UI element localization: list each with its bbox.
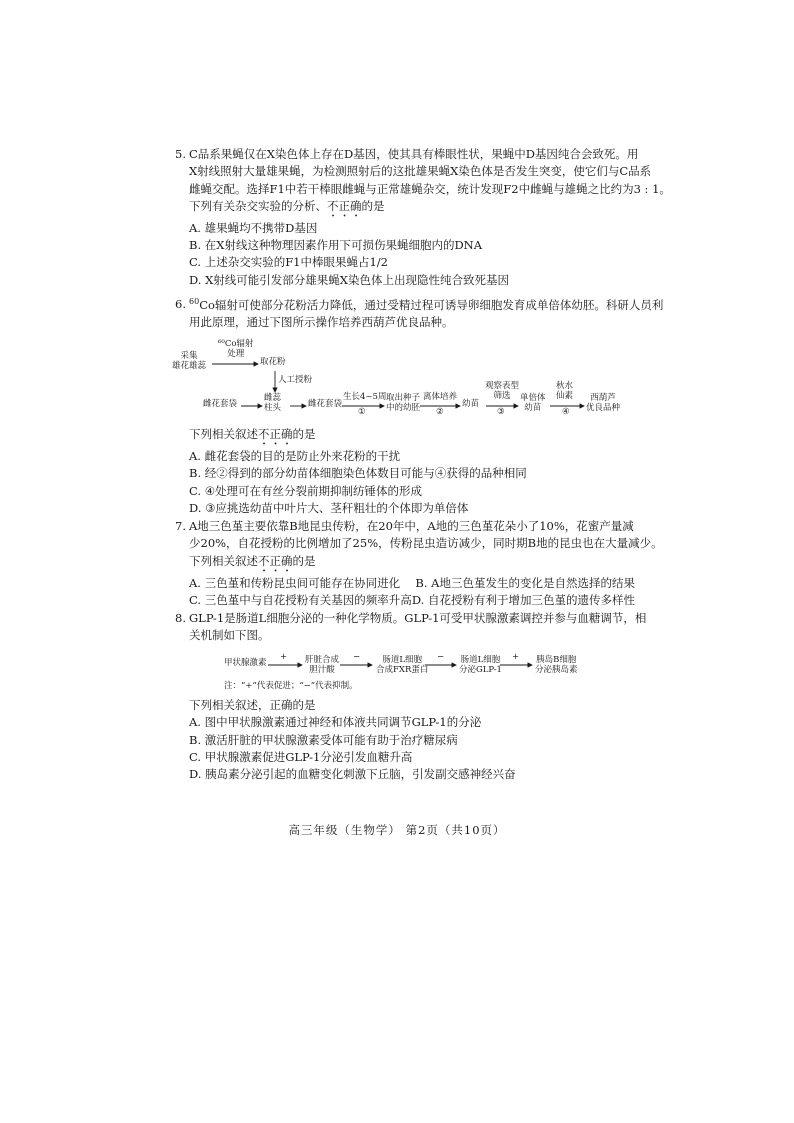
- option-c: C. 上述杂交实验的F1中棒眼果蝇占1/2: [189, 255, 389, 270]
- label-observe-screen: 观察表型 筛选: [485, 381, 520, 401]
- node-seedling: 幼苗: [462, 399, 480, 409]
- question-stem: 下列相关叙述不正确的是: [189, 553, 316, 568]
- node-take-pollen: 取花粉: [260, 357, 286, 367]
- question-text-line: $^{60}$Co辐射可使部分花粉活力降低，通过受精过程可诱导卵细胞发育成单倍体幼胚。科研人员利: [189, 297, 664, 312]
- diagram-note: 注：“+”代表促进；“−”代表抑制。: [224, 681, 358, 691]
- node-liver-bile-acid: 肝脏合成 胆汁酸: [305, 655, 340, 675]
- node-final-variety: 西葫芦 优良品种: [586, 393, 621, 413]
- option-b: B. 经②得到的部分幼苗体细胞染色体数目可能与④获得的品种相同: [189, 466, 527, 481]
- option-d: D. 胰岛素分泌引起的血糖变化刺激下丘脑，引发副交感神经兴奋: [189, 767, 516, 781]
- question-text-line: 用此原理，通过下图所示操作培养西葫芦优良品种。: [189, 315, 454, 330]
- question-text-line: 关机制如下图。: [189, 628, 270, 643]
- question-8-options: [175, 697, 635, 783]
- option-c: C. 甲状腺激素促进GLP-1分泌引发血糖升高: [189, 749, 413, 764]
- label-step-3: ③: [497, 407, 505, 417]
- node-female-flower-bagging: 雌花套袋: [203, 399, 238, 409]
- option-c: C. ④处理可在有丝分裂前期抑制纺锤体的形成: [189, 483, 423, 498]
- label-step-2: ②: [436, 407, 444, 417]
- option-a: A. 图中甲状腺激素通过神经和体液共同调节GLP-1的分泌: [189, 715, 482, 730]
- node-thyroid-hormone: 甲状腺激素: [224, 658, 267, 668]
- option-b: B. 在X射线这种物理因素作用下可损伤果蝇细胞内的DNA: [189, 238, 483, 252]
- page-footer: 高三年级（生物学） 第2页（共10页）: [288, 823, 506, 837]
- question-text-line: 雌蝇交配。选择F1中若干棒眼雌蝇与正常雄蝇杂交，统计发现F2中雌蝇与雄蝇之比约为3 : 1。: [189, 181, 671, 196]
- question-stem: 下列相关叙述，正确的是: [189, 698, 316, 712]
- label-step-4: ④: [562, 407, 570, 417]
- label-co-radiation: ⁶⁰Co辐射 处理: [218, 339, 254, 359]
- node-stigma: 雌蕊 柱头: [264, 393, 282, 413]
- question-text-line: C品系果蝇仅在X染色体上存在D基因，使其具有棒眼性状，果蝇中D基因纯合会致死。用: [189, 147, 639, 161]
- question-stem: 下列有关杂交实验的分析、不正确的是: [189, 198, 385, 213]
- label-artificial-pollination: 人工授粉: [278, 375, 313, 385]
- label-in-vitro-culture: 离体培养: [423, 392, 458, 402]
- sign-promote: +: [512, 652, 520, 662]
- question-number: 6.: [175, 297, 186, 311]
- node-collect-stamens: 采集 雄花雄蕊: [172, 351, 207, 371]
- question-number: 8.: [175, 611, 186, 625]
- option-d: D. 自花授粉有利于增加三色堇的遗传多样性: [411, 592, 635, 607]
- option-c: C. 三色堇中与自花授粉有关基因的频率升高: [189, 592, 412, 607]
- question-stem: 下列相关叙述不正确的是: [189, 427, 316, 441]
- option-d: D. X射线可能引发部分雄果蝇X染色体上出现隐性纯合致死基因: [189, 272, 509, 287]
- option-b: B. 激活肝脏的甲状腺激素受体可能有助于治疗糖尿病: [189, 732, 458, 747]
- sign-inhibit: −: [437, 652, 445, 662]
- option-a: A. 雄果蝇均不携带D基因: [189, 220, 318, 235]
- node-bagging-after: 雌花套袋: [308, 399, 343, 409]
- question-text-line: A地三色堇主要依靠B地昆虫传粉，在20年中，A地的三色堇花朵小了10%，花蜜产量减: [189, 519, 634, 533]
- node-l-cell-fxr: 肠道L细胞 合成FXR蛋白: [376, 655, 429, 675]
- question-text-line: GLP-1是肠道L细胞分泌的一种化学物质。GLP-1可受甲状腺激素调控并参与血糖调节，相: [189, 611, 647, 625]
- option-a: A. 三色堇和传粉昆虫间可能存在协同进化: [189, 575, 401, 590]
- node-beta-cell-insulin: 胰岛B细胞 分泌胰岛素: [535, 655, 578, 675]
- label-step-1: ①: [358, 407, 366, 417]
- label-grow-weeks: 生长4~5周: [343, 392, 387, 402]
- sign-inhibit: −: [353, 652, 361, 662]
- node-extract-embryo: 取出种子 中的幼胚: [386, 393, 421, 413]
- option-b: B. A地三色堇发生的变化是自然选择的结果: [415, 575, 635, 590]
- question-number: 5.: [175, 147, 186, 161]
- node-haploid-seedling: 单倍体 幼苗: [520, 393, 546, 413]
- node-l-cell-glp1: 肠道L细胞 分泌GLP-1: [459, 655, 502, 675]
- sign-promote: +: [280, 652, 288, 662]
- question-text-line: 少20%，自花授粉的比例增加了25%，传粉昆虫造访减少，同时期B地的昆虫也在大量减少。: [189, 536, 663, 551]
- option-d: D. ③应挑选幼苗中叶片大、茎秆粗壮的个体即为单倍体: [189, 500, 469, 515]
- question-text-line: X射线照射大量雄果蝇，为检测照射后的这批雄果蝇X染色体是否发生突变，使它们与C品系: [189, 164, 652, 179]
- label-colchicine: 秋水 仙素: [556, 381, 574, 401]
- option-a: A. 雌花套袋的目的是防止外来花粉的干扰: [189, 449, 401, 463]
- question-number: 7.: [175, 519, 186, 533]
